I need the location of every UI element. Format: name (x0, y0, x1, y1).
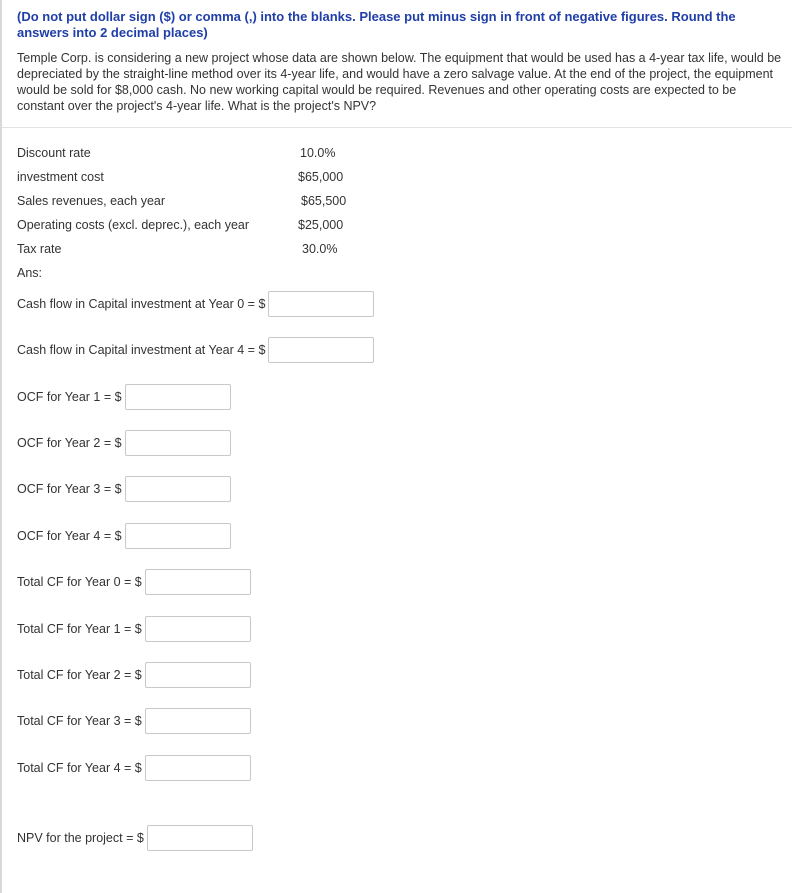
field-row-ocf-year2 (17, 430, 231, 456)
field-label: OCF for Year 3 = $ (17, 482, 122, 496)
field-row-ocf-year3 (17, 476, 231, 502)
field-label: Total CF for Year 0 = $ (17, 575, 142, 589)
field-row-total-cf-year2 (17, 662, 251, 688)
field-label: Total CF for Year 2 = $ (17, 668, 142, 682)
capex-year4-input[interactable] (268, 337, 374, 363)
field-label: NPV for the project = $ (17, 831, 144, 845)
data-value-operating-costs: $25,000 (298, 218, 344, 232)
data-value-investment-cost: $65,000 (298, 170, 344, 184)
field-row-capex-year4 (17, 337, 374, 363)
field-label: Cash flow in Capital investment at Year 0 = $ (17, 297, 266, 311)
field-row-total-cf-year1 (17, 616, 251, 642)
field-label: Cash flow in Capital investment at Year 4 = $ (17, 343, 266, 357)
field-row-total-cf-year0 (17, 569, 251, 595)
ocf-year3-input[interactable] (125, 476, 231, 502)
data-label-investment-cost: investment cost (17, 170, 104, 184)
field-label: OCF for Year 2 = $ (17, 436, 122, 450)
total-cf-year3-input[interactable] (145, 708, 251, 734)
field-row-ocf-year1 (17, 384, 231, 410)
data-label-tax-rate: Tax rate (17, 242, 62, 256)
data-label-sales-revenues: Sales revenues, each year (17, 194, 166, 208)
field-label: Total CF for Year 3 = $ (17, 714, 142, 728)
field-row-total-cf-year4 (17, 755, 251, 781)
field-label: OCF for Year 4 = $ (17, 529, 122, 543)
divider (2, 127, 792, 128)
ans-label: Ans: (17, 266, 43, 280)
npv-input[interactable] (147, 825, 253, 851)
capex-year0-input[interactable] (268, 291, 374, 317)
total-cf-year4-input[interactable] (145, 755, 251, 781)
data-label-operating-costs: Operating costs (excl. deprec.), each year (17, 218, 250, 232)
total-cf-year1-input[interactable] (145, 616, 251, 642)
data-value-discount-rate: 10.0% (300, 146, 336, 160)
field-label: Total CF for Year 1 = $ (17, 622, 142, 636)
total-cf-year0-input[interactable] (145, 569, 251, 595)
instruction-text: (Do not put dollar sign ($) or comma (,) into the blanks. Please put minus sign in front of negative figures. Round the answers into 2 decimal places) (17, 9, 736, 40)
total-cf-year2-input[interactable] (145, 662, 251, 688)
field-row-capex-year0 (17, 291, 374, 317)
data-value-tax-rate: 30.0% (302, 242, 338, 256)
question-text: Temple Corp. is considering a new project whose data are shown below. The equipment that would be used has a 4-year tax life, would be depreciated by the straight-line method over its 4-year life, and would have a zero salvage value. At the end of the project, the equipment would be sold for $8,000 cash. No new working capital would be required. Revenues and other operating costs are expected to be constant over the project's 4-year life. What is the project's NPV? (17, 51, 782, 113)
ocf-year1-input[interactable] (125, 384, 231, 410)
field-label: OCF for Year 1 = $ (17, 390, 122, 404)
page-left-border (0, 0, 2, 893)
field-row-total-cf-year3 (17, 708, 251, 734)
ocf-year2-input[interactable] (125, 430, 231, 456)
data-value-sales-revenues: $65,500 (301, 194, 347, 208)
data-label-discount-rate: Discount rate (17, 146, 91, 160)
field-label: Total CF for Year 4 = $ (17, 761, 142, 775)
field-row-npv (17, 825, 253, 851)
field-row-ocf-year4 (17, 523, 231, 549)
ocf-year4-input[interactable] (125, 523, 231, 549)
